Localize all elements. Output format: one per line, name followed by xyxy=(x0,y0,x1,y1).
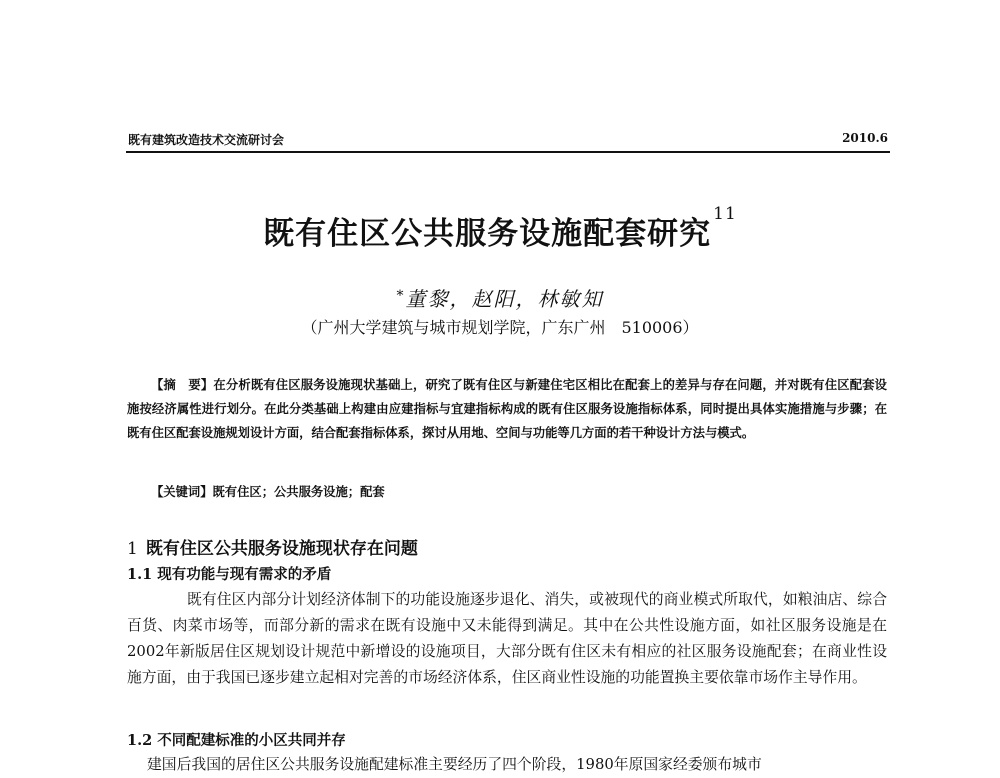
abstract-label: 【摘 要】 xyxy=(151,377,214,392)
subsection-1-2-heading: 1.2 不同配建标准的小区共同并存 xyxy=(127,732,346,749)
section-1-title: 既有住区公共服务设施现状存在问题 xyxy=(145,539,418,559)
abstract-text: 在分析既有住区服务设施现状基础上，研究了既有住区与新建住宅区相比在配套上的差异与存在问题，并对既有住区配套设施按经济属性进行划分。在此分类基础上构建由应建指标与宜建指标构成的既有住区服务设施指标体系，同时提出具体实施措施与步骤；在既有住区配套设施规划设计方面，结合配套指标体系，探讨从用地、空间与功能等几方面的若干种设计方法与模式。 xyxy=(127,377,887,440)
subsection-1-1-heading: 1.1 现有功能与现有需求的矛盾 xyxy=(127,566,332,583)
paper-title-text: 既有住区公共服务设施配套研究 xyxy=(263,216,712,252)
running-header xyxy=(128,131,888,153)
issue-date: 2010.6 xyxy=(842,131,888,145)
abstract xyxy=(127,373,887,445)
keywords xyxy=(151,482,385,500)
section-1-number: 1 xyxy=(127,539,138,559)
corresponding-author-marker: * xyxy=(396,288,406,304)
keywords-text: 既有住区；公共服务设施；配套 xyxy=(212,484,385,499)
conference-name: 既有建筑改造技术交流研讨会 xyxy=(128,133,285,147)
section-1-heading xyxy=(127,534,418,559)
title-footnote-marker: 11 xyxy=(713,204,737,224)
header-rule xyxy=(126,151,890,153)
author-list xyxy=(0,283,1000,312)
subsection-1-2-partial-line: 建国后我国的居住区公共服务设施配建标准主要经历了四个阶段，1980年原国家经委颁布城市 xyxy=(147,756,762,773)
author-affiliation: （广州大学建筑与城市规划学院，广东广州 510006） xyxy=(301,318,699,337)
author-names: 董黎，赵阳，林敏知 xyxy=(405,287,604,311)
keywords-label: 【关键词】 xyxy=(151,484,213,499)
subsection-1-1-paragraph: 既有住区内部分计划经济体制下的功能设施逐步退化、消失，或被现代的商业模式所取代，如粮油店、综合百货、肉菜市场等，而部分新的需求在既有设施中又未能得到满足。其中在公共性设施方面，如社区服务设施是在2002年新版居住区规划设计规范中新增设的设施项目，大部分既有住区未有相应的社区服务设施配套；在商业性设施方面，由于我国已逐步建立起相对完善的市场经济体系，住区商业性设施的功能置换主要依靠市场作主导作用。 xyxy=(127,591,887,686)
paper-title xyxy=(0,204,1000,253)
